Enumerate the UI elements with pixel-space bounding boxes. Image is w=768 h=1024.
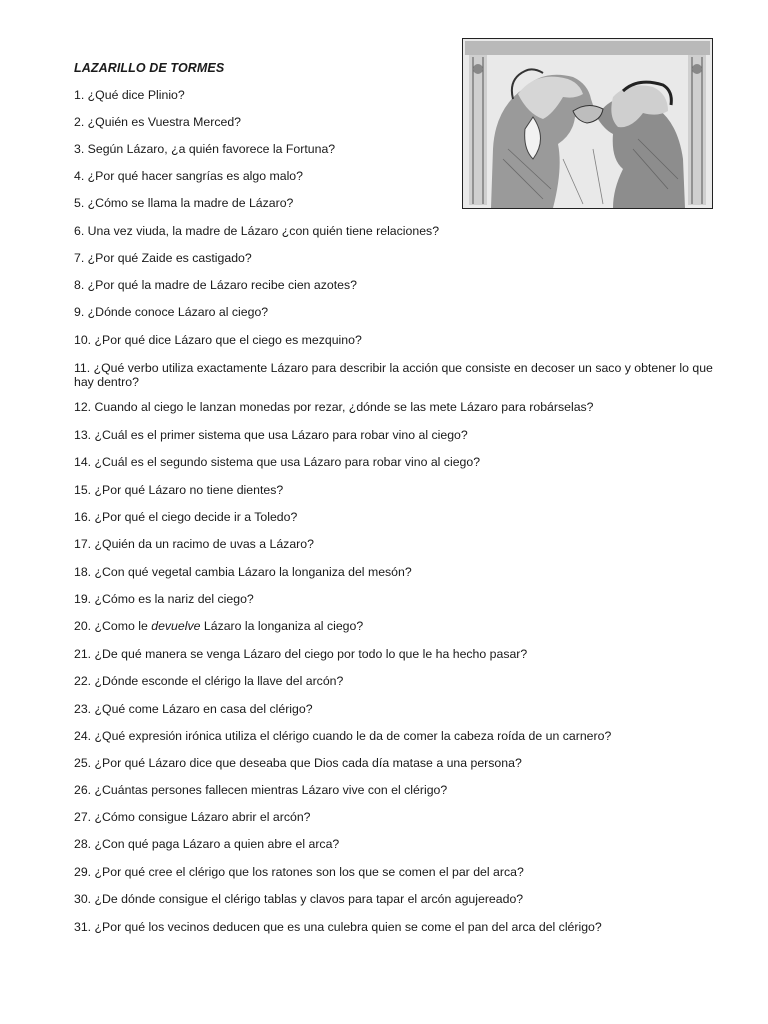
question-23: 23. ¿Qué come Lázaro en casa del clérigo? [74, 702, 313, 716]
question-30: 30. ¿De dónde consigue el clérigo tablas y clavos para tapar el arcón agujereado? [74, 892, 524, 906]
question-27: 27. ¿Cómo consigue Lázaro abrir el arcón? [74, 810, 311, 824]
question-20-after: Lázaro la longaniza al ciego? [200, 619, 364, 633]
question-14: 14. ¿Cuál es el segundo sistema que usa Lázaro para robar vino al ciego? [74, 455, 481, 469]
question-7: 7. ¿Por qué Zaide es castigado? [74, 251, 252, 265]
question-25: 25. ¿Por qué Lázaro dice que deseaba que Dios cada día matase a una persona? [74, 756, 522, 770]
question-4: 4. ¿Por qué hacer sangrías es algo malo? [74, 169, 303, 183]
question-20-italic: devuelve [151, 619, 201, 633]
question-17: 17. ¿Quién da un racimo de uvas a Lázaro? [74, 537, 314, 551]
question-10: 10. ¿Por qué dice Lázaro que el ciego es mezquino? [74, 333, 362, 347]
question-15: 15. ¿Por qué Lázaro no tiene dientes? [74, 483, 284, 497]
question-28: 28. ¿Con qué paga Lázaro a quien abre el arca? [74, 837, 340, 851]
question-11: 11. ¿Qué verbo utiliza exactamente Lázaro para describir la acción que consiste en decoser un saco y obtener lo que hay dentro? [74, 361, 713, 389]
question-13: 13. ¿Cuál es el primer sistema que usa Lázaro para robar vino al ciego? [74, 428, 468, 442]
question-20 [74, 620, 714, 634]
question-22: 22. ¿Dónde esconde el clérigo la llave del arcón? [74, 674, 344, 688]
question-26: 26. ¿Cuántas persones fallecen mientras Lázaro vive con el clérigo? [74, 783, 448, 797]
question-12: 12. Cuando al ciego le lanzan monedas por rezar, ¿dónde se las mete Lázaro para robárselas? [74, 400, 594, 414]
question-16: 16. ¿Por qué el ciego decide ir a Toledo? [74, 510, 298, 524]
question-21: 21. ¿De qué manera se venga Lázaro del ciego por todo lo que le ha hecho pasar? [74, 647, 528, 661]
question-24: 24. ¿Qué expresión irónica utiliza el clérigo cuando le da de comer la cabeza roída de un carnero? [74, 729, 612, 743]
document-title: LAZARILLO DE TORMES [74, 61, 225, 75]
question-8: 8. ¿Por qué la madre de Lázaro recibe cien azotes? [74, 278, 357, 292]
question-3: 3. Según Lázaro, ¿a quién favorece la Fortuna? [74, 142, 336, 156]
question-31: 31. ¿Por qué los vecinos deducen que es una culebra quien se come el pan del arca del clérigo? [74, 920, 602, 934]
question-18: 18. ¿Con qué vegetal cambia Lázaro la longaniza del mesón? [74, 565, 412, 579]
question-9: 9. ¿Dónde conoce Lázaro al ciego? [74, 305, 269, 319]
question-19: 19. ¿Cómo es la nariz del ciego? [74, 592, 254, 606]
question-5: 5. ¿Cómo se llama la madre de Lázaro? [74, 196, 294, 210]
question-2: 2. ¿Quién es Vuestra Merced? [74, 115, 241, 129]
question-29: 29. ¿Por qué cree el clérigo que los ratones son los que se comen el par del arca? [74, 865, 524, 879]
question-6: 6. Una vez viuda, la madre de Lázaro ¿con quién tiene relaciones? [74, 224, 440, 238]
question-20-before: 20. ¿Como le [74, 619, 152, 633]
question-1: 1. ¿Qué dice Plinio? [74, 88, 185, 102]
